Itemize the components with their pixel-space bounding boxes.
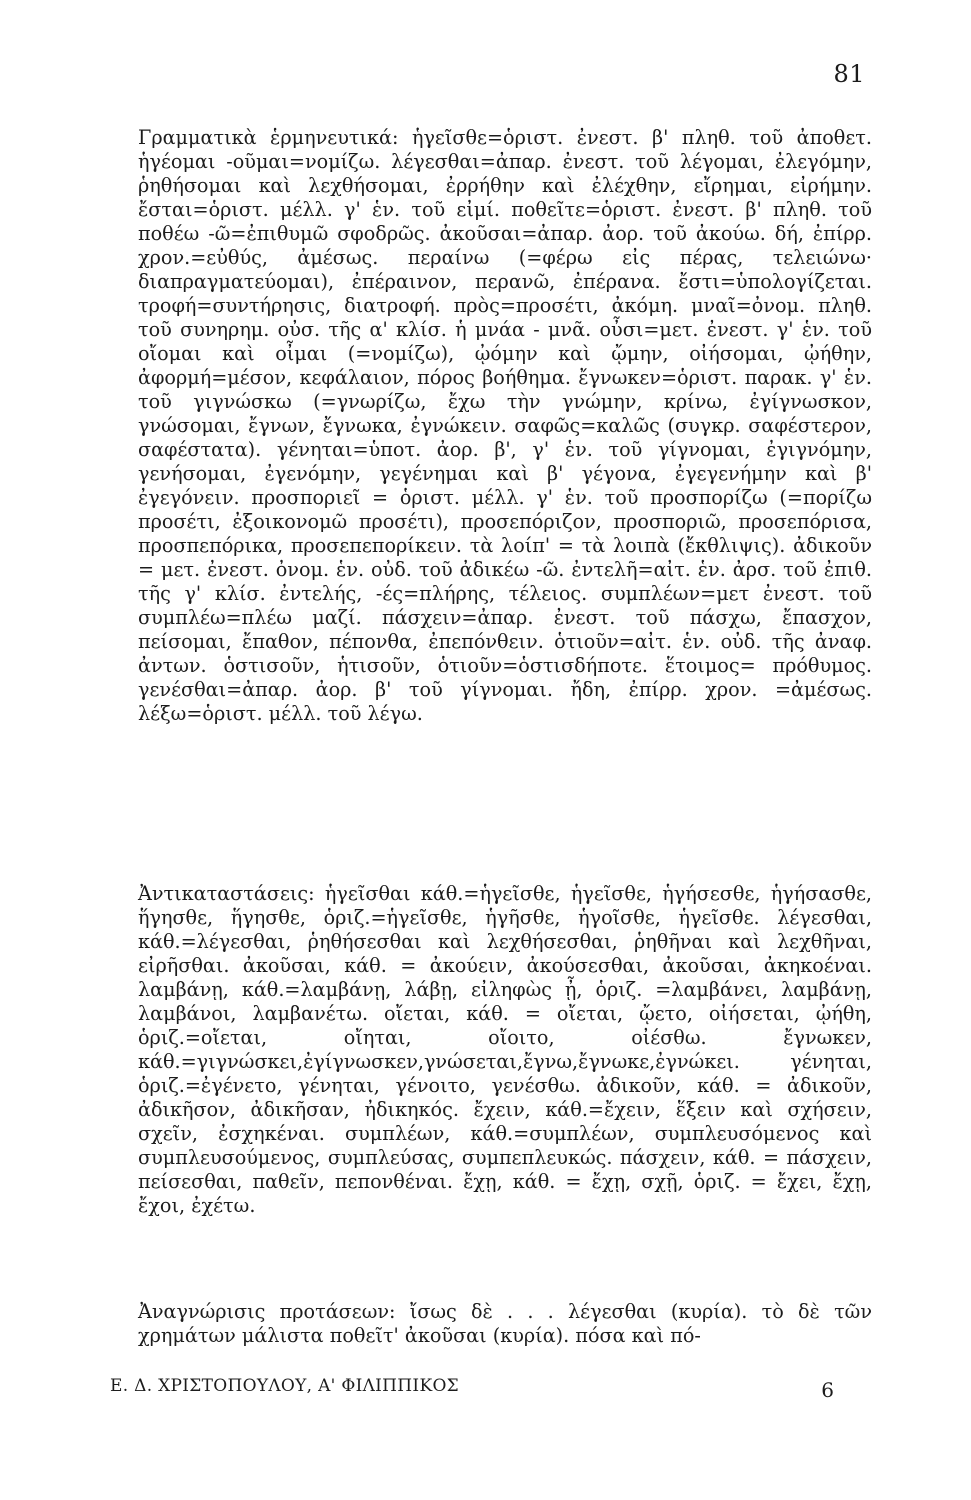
substitutions-paragraph — [138, 882, 872, 1218]
paragraph-text: Γραμματικὰ ἑρμηνευτικά: ἡγεῖσθε=ὁριστ. ἐνεστ. β' πληθ. τοῦ ἀποθετ. ἡγέομαι -οῦμαι=νομίζω. λέγεσθαι=ἀπαρ. ἐνεστ. τοῦ λέγομαι, ἐλεγόμην, ῥηθήσομαι καὶ λεχθήσομαι, ἐρρήθην καὶ ἐλέχθην, εἴρημαι, εἰρήμην. ἔσται=ὁριστ. μέλλ. γ' ἑν. τοῦ εἰμί. ποθεῖτε=ὁριστ. ἐνεστ. β' πληθ. τοῦ ποθέω -ῶ=ἐπιθυμῶ σφοδρῶς. ἀκοῦσαι=ἀπαρ. ἀορ. τοῦ ἀκούω. δή, ἐπίρρ. χρον.=εὐθύς, ἀμέσως. περαίνω (=φέρω εἰς πέρας, τελειώνω· διαπραγματεύομαι), ἐπέραινον, περανῶ, ἐπέρανα. ἔστι=ὑπολογίζεται. τροφή=συντήρησις, διατροφή. πρὸς=προσέτι, ἀκόμη. μναῖ=ὀνομ. πληθ. τοῦ συνηρημ. οὐσ. τῆς α' κλίσ. ἡ μνάα - μνᾶ. οὖσι=μετ. ἐνεστ. γ' ἑν. τοῦ οἴομαι καὶ οἶμαι (=νομίζω), ᾠόμην καὶ ᾤμην, οἰήσομαι, ᾠήθην, ἀφορμή=μέσον, κεφάλαιον, πόρος βοήθημα. ἔγνωκεν=ὁριστ. παρακ. γ' ἑν. τοῦ γιγνώσκω (=γνωρίζω, ἔχω τὴν γνώμην, κρίνω, ἐγίγνωσκον, γνώσομαι, ἔγνων, ἔγνωκα, ἐγνώκειν. σαφῶς=καλῶς (συγκρ. σαφέστερον, σαφέστατα). γένηται=ὑποτ. ἀορ. β', γ' ἑν. τοῦ γίγνομαι, ἐγιγνόμην, γενήσομαι, ἐγενόμην, γεγένημαι καὶ β' γέγονα, ἐγεγενήμην καὶ β' ἐγεγόνειν. προσποριεῖ = ὁριστ. μέλλ. γ' ἑν. τοῦ προσπορίζω (=πορίζω προσέτι, ἐξοικονομῶ προσέτι), προσεπόριζον, προσποριῶ, προσεπόρισα, προσπεπόρικα, προσεπεπορίκειν. τὰ λοίπ' = τὰ λοιπὰ (ἔκθλιψις). ἀδικοῦν = μετ. ἐνεστ. ὀνομ. ἑν. οὐδ. τοῦ ἀδικέω -ῶ. ἐντελῆ=αἰτ. ἑν. ἀρσ. τοῦ ἐπιθ. τῆς γ' κλίσ. ἐντελής, -ές=πλήρης, τέλειος. συμπλέων=μετ ἐνεστ. τοῦ συμπλέω=πλέω μαζί. πάσχειν=ἀπαρ. ἐνεστ. τοῦ πάσχω, ἔπασχον, πείσομαι, ἔπαθον, πέπονθα, ἐπεπόνθειν. ὁτιοῦν=αἰτ. ἑν. οὐδ. τῆς ἀναφ. ἀντων. ὁστισοῦν, ἡτισοῦν, ὁτιοῦν=ὁστισδήποτε. ἕτοιμος= πρόθυμος. γενέσθαι=ἀπαρ. ἀορ. β' τοῦ γίγνομαι. ἤδη, ἐπίρρ. χρον. =ἀμέσως. λέξω=ὁριστ. μέλλ. τοῦ λέγω. — [138, 126, 872, 725]
grammatical-notes-paragraph — [138, 126, 872, 726]
paragraph-text: Ἀντικαταστάσεις: ἡγεῖσθαι κάθ.=ἡγεῖσθε, ἡγεῖσθε, ἡγήσεσθε, ἡγήσασθε, ἥγησθε, ἥγησθε, ὁριζ.=ἡγεῖσθε, ἡγῆσθε, ἡγοῖσθε, ἡγεῖσθε. λέγεσθαι, κάθ.=λέγεσθαι, ῥηθήσεσθαι καὶ λεχθήσεσθαι, ῥηθῆναι καὶ λεχθῆναι, εἰρῆσθαι. ἀκοῦσαι, κάθ. = ἀκούειν, ἀκούσεσθαι, ἀκοῦσαι, ἀκηκοέναι. λαμβάνῃ, κάθ.=λαμβάνῃ, λάβῃ, εἰληφὼς ᾖ, ὁριζ. =λαμβάνει, λαμβάνῃ, λαμβάνοι, λαμβανέτω. οἴεται, κάθ. = οἴεται, ᾤετο, οἰήσεται, ᾠήθη, ὁριζ.=οἴεται, οἴηται, οἴοιτο, οἰέσθω. ἔγνωκεν, κάθ.=γιγνώσκει,ἐγίγνωσκεν,γνώσεται,ἔγνω,ἔγνωκε,ἐγνώκει. γένηται, ὁριζ.=ἐγένετο, γένηται, γένοιτο, γενέσθω. ἀδικοῦν, κάθ. = ἀδικοῦν, ἀδικῆσον, ἀδικῆσαν, ἠδικηκός. ἔχειν, κάθ.=ἔχειν, ἕξειν καὶ σχήσειν, σχεῖν, ἐσχηκέναι. συμπλέων, κάθ.=συμπλέων, συμπλευσόμενος καὶ συμπλευσούμενος, συμπλεύσας, συμπεπλευκώς. πάσχειν, κάθ. = πάσχειν, πείσεσθαι, παθεῖν, πεπονθέναι. ἔχῃ, κάθ. = ἔχῃ, σχῇ, ὁριζ. = ἔχει, ἔχῃ, ἔχοι, ἐχέτω. — [138, 882, 872, 1217]
recognition-paragraph — [138, 1300, 872, 1348]
paragraph-text: Ἀναγνώρισις προτάσεων: ἴσως δὲ . . . λέγεσθαι (κυρία). τὸ δὲ τῶν χρημάτων μάλιστα ποθεῖτ' ἀκοῦσαι (κυρία). πόσα καὶ πό- — [138, 1300, 872, 1347]
footer-imprint: Ε. Δ. ΧΡΙΣΤΟΠΟΥΛΟΥ, Α' ΦΙΛΙΠΠΙΚΟΣ — [110, 1376, 460, 1396]
page-number: 81 — [833, 60, 865, 88]
signature-mark: 6 — [821, 1378, 834, 1402]
